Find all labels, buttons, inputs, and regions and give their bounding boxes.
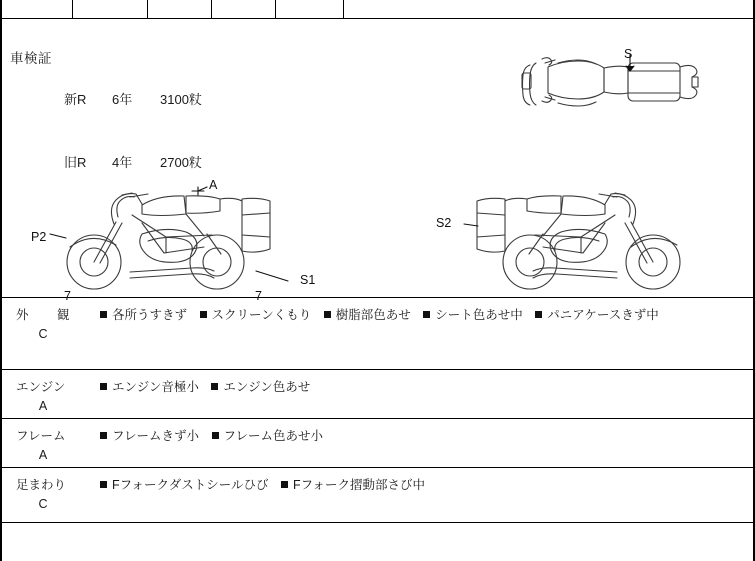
- condition-item-text: Fフォーク摺動部さび中: [293, 478, 426, 492]
- condition-items-ashimawari: [100, 476, 434, 495]
- condition-item-text: エンジン音極小: [112, 380, 199, 394]
- condition-item: [212, 429, 324, 443]
- bullet-icon: [100, 311, 107, 318]
- bullet-icon: [281, 481, 288, 488]
- condition-item-text: 各所うすきず: [112, 308, 188, 322]
- condition-items-frame: [100, 427, 332, 446]
- bullet-icon: [324, 311, 331, 318]
- inspection-type-old: 旧R: [64, 155, 87, 170]
- sheet-bottom-space: [2, 523, 753, 559]
- condition-row-ashimawari: [2, 468, 753, 523]
- callout-s1: S1: [300, 273, 316, 287]
- condition-item: [281, 478, 425, 492]
- top-table-cell-2: [72, 0, 148, 18]
- bullet-icon: [423, 311, 430, 318]
- condition-grade-engine: A: [38, 399, 48, 413]
- condition-row-gaikan: [2, 298, 753, 370]
- top-table-row: [2, 0, 753, 19]
- condition-item: [324, 308, 411, 322]
- condition-label-text-ashimawari: 足まわり: [16, 478, 67, 492]
- callout-p2: P2: [31, 230, 47, 244]
- top-table-cell-5: [275, 0, 344, 18]
- callout-s: S: [624, 47, 633, 61]
- inspection-and-diagram-section: [2, 19, 753, 303]
- condition-item-text: シート色あせ中: [435, 308, 523, 322]
- condition-item-text: フレームきず小: [112, 429, 200, 443]
- inspection-years-old: 4年: [112, 155, 133, 170]
- callout-7-right: 7: [255, 289, 262, 303]
- top-table-cell-4: [211, 0, 276, 18]
- condition-grade-frame: A: [38, 448, 48, 462]
- inspection-fee-new: 3100粀: [160, 92, 202, 107]
- bullet-icon: [100, 432, 107, 439]
- bullet-icon: [535, 311, 542, 318]
- condition-item: [211, 380, 310, 394]
- condition-item-text: エンジン色あせ: [223, 380, 311, 394]
- callout-a: A: [209, 178, 218, 192]
- condition-item-text: 樹脂部色あせ: [335, 308, 411, 322]
- callout-7-left: 7: [64, 289, 71, 303]
- inspection-label: 車検証: [10, 51, 52, 66]
- condition-item: [535, 308, 659, 322]
- condition-label-ashimawari: [16, 476, 88, 514]
- inspection-row-new: [64, 89, 202, 110]
- inspection-type-new: 新R: [64, 92, 87, 107]
- condition-label-gaikan: [16, 306, 88, 344]
- condition-label-text-engine: エンジン: [16, 380, 66, 394]
- top-table-cell-6: [343, 0, 754, 18]
- condition-label-frame: [16, 427, 88, 465]
- inspection-years-new: 6年: [112, 92, 133, 107]
- condition-grade-ashimawari: C: [38, 497, 48, 511]
- condition-item: [100, 380, 199, 394]
- condition-item: [100, 429, 199, 443]
- condition-label-text-gaikan: 外 観: [16, 308, 78, 322]
- inspection-row-old: [64, 152, 202, 173]
- condition-item-text: Fフォークダストシールひび: [112, 478, 269, 492]
- bullet-icon: [100, 383, 107, 390]
- condition-row-frame: [2, 419, 753, 468]
- condition-item: [100, 308, 187, 322]
- inspection-values: [64, 47, 202, 215]
- condition-item-text: パニアケースきず中: [547, 308, 659, 322]
- condition-item: [423, 308, 523, 322]
- condition-items-gaikan: [100, 306, 668, 325]
- condition-label-text-frame: フレーム: [16, 429, 66, 443]
- bullet-icon: [211, 383, 218, 390]
- condition-item-text: フレーム色あせ小: [223, 429, 324, 443]
- top-table-cell-1: [2, 0, 73, 18]
- condition-label-engine: [16, 378, 88, 416]
- bullet-icon: [200, 311, 207, 318]
- condition-grade-gaikan: C: [38, 327, 48, 341]
- inspection-fee-old: 2700粀: [160, 155, 202, 170]
- condition-items-engine: [100, 378, 319, 397]
- condition-item: [100, 478, 269, 492]
- condition-item: [200, 308, 312, 322]
- top-table-cell-3: [147, 0, 212, 18]
- condition-item-text: スクリーンくもり: [211, 308, 312, 322]
- bullet-icon: [212, 432, 219, 439]
- bullet-icon: [100, 481, 107, 488]
- condition-row-engine: [2, 370, 753, 419]
- callout-s2: S2: [436, 216, 452, 230]
